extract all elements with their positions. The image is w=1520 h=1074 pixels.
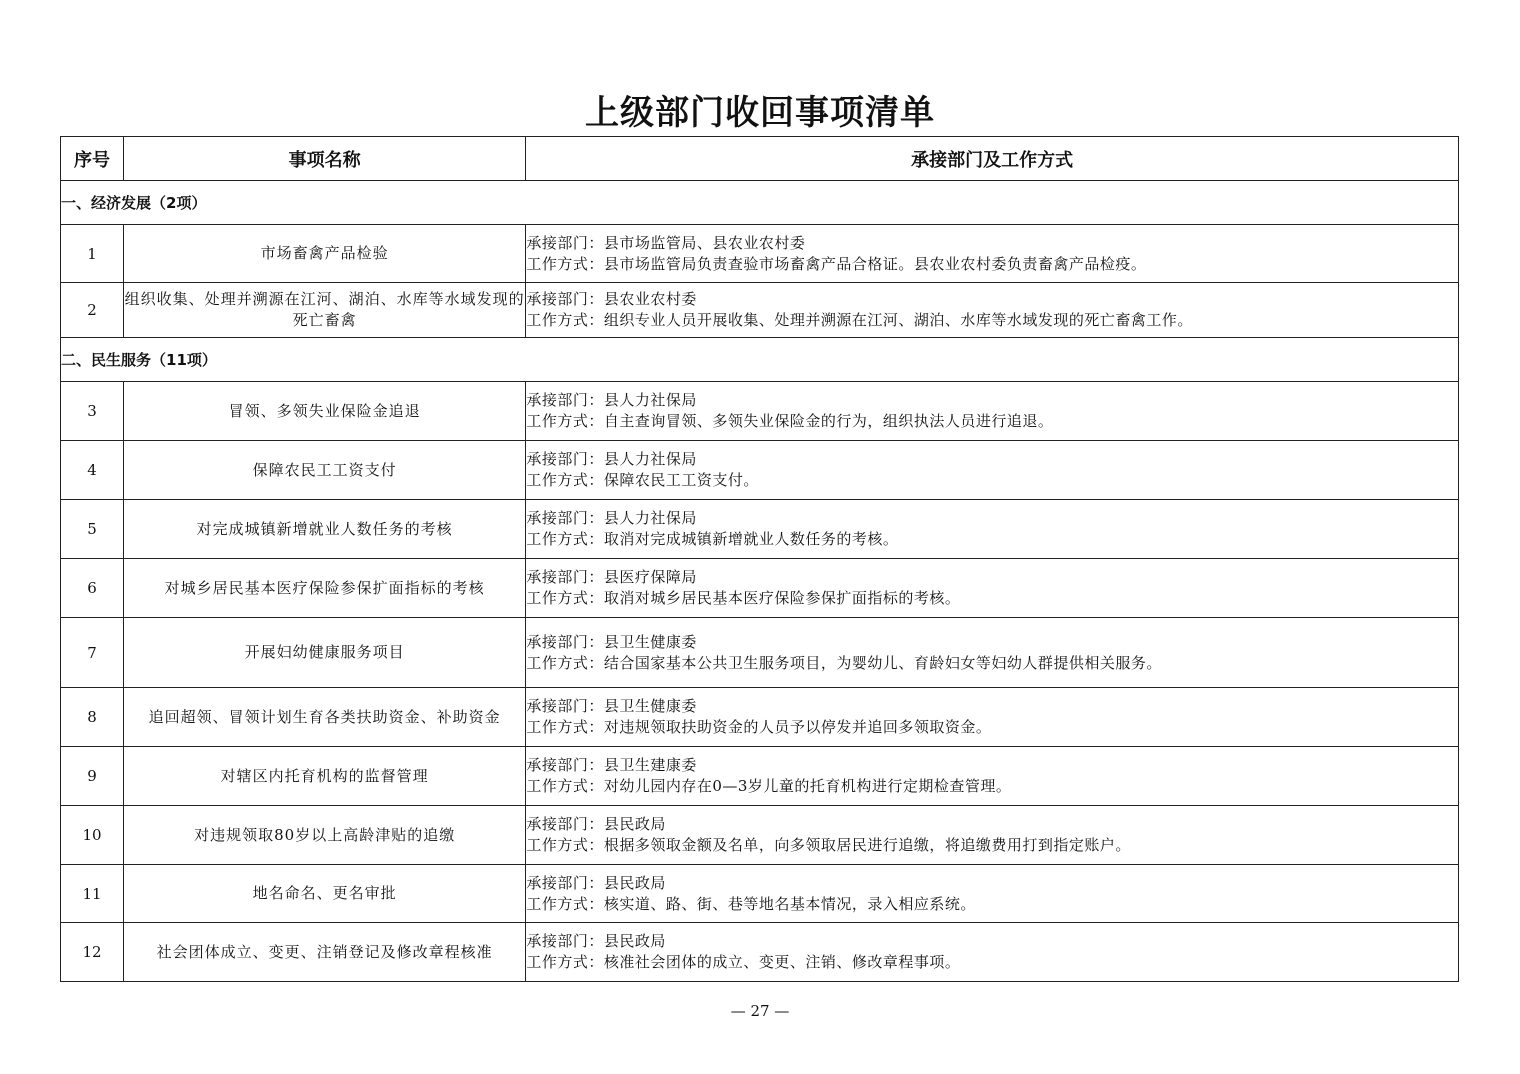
row-no: 3 bbox=[61, 382, 124, 441]
row-no: 7 bbox=[61, 618, 124, 688]
row-dept: 承接部门：县民政局 bbox=[526, 873, 666, 892]
row-no: 4 bbox=[61, 441, 124, 500]
row-dept-cell bbox=[526, 618, 1459, 688]
table-row bbox=[61, 500, 1459, 559]
section-row bbox=[61, 338, 1459, 382]
items-table bbox=[60, 136, 1459, 982]
row-name: 对城乡居民基本医疗保险参保扩面指标的考核 bbox=[124, 559, 526, 618]
table-header-row bbox=[61, 137, 1459, 181]
row-dept-cell bbox=[526, 923, 1459, 982]
table-row bbox=[61, 923, 1459, 982]
row-name: 保障农民工工资支付 bbox=[124, 441, 526, 500]
row-name: 冒领、多领失业保险金追退 bbox=[124, 382, 526, 441]
row-dept-cell bbox=[526, 865, 1459, 923]
table-row bbox=[61, 283, 1459, 338]
row-method: 工作方式：保障农民工工资支付。 bbox=[526, 471, 759, 489]
row-no: 11 bbox=[61, 865, 124, 923]
section-row bbox=[61, 181, 1459, 225]
row-no: 12 bbox=[61, 923, 124, 982]
row-dept-cell bbox=[526, 806, 1459, 865]
table-row bbox=[61, 865, 1459, 923]
row-dept-cell bbox=[526, 559, 1459, 618]
row-dept: 承接部门：县人力社保局 bbox=[526, 509, 697, 527]
header-name: 事项名称 bbox=[124, 137, 526, 181]
section-label: 一、经济发展（2项） bbox=[61, 181, 1459, 225]
row-dept: 承接部门：县卫生健康委 bbox=[526, 632, 697, 651]
row-no: 2 bbox=[61, 283, 124, 338]
row-dept: 承接部门：县卫生建康委 bbox=[526, 756, 697, 774]
row-dept-cell bbox=[526, 441, 1459, 500]
row-no: 8 bbox=[61, 688, 124, 747]
table-row bbox=[61, 382, 1459, 441]
table-row bbox=[61, 747, 1459, 806]
row-dept: 承接部门：县人力社保局 bbox=[526, 450, 697, 468]
row-method: 工作方式：核实道、路、街、巷等地名基本情况，录入相应系统。 bbox=[526, 894, 976, 913]
row-name: 地名命名、更名审批 bbox=[124, 865, 526, 923]
row-no: 10 bbox=[61, 806, 124, 865]
table-row bbox=[61, 618, 1459, 688]
row-no: 9 bbox=[61, 747, 124, 806]
section-label: 二、民生服务（11项） bbox=[61, 338, 1459, 382]
row-dept-cell bbox=[526, 225, 1459, 283]
row-dept: 承接部门：县医疗保障局 bbox=[526, 568, 697, 586]
row-dept-cell bbox=[526, 747, 1459, 806]
row-method: 工作方式：组织专业人员开展收集、处理并溯源在江河、湖泊、水库等水域发现的死亡畜禽工作。 bbox=[526, 311, 1193, 329]
row-dept: 承接部门：县人力社保局 bbox=[526, 391, 697, 409]
table-row bbox=[61, 688, 1459, 747]
row-dept-cell bbox=[526, 500, 1459, 559]
row-dept: 承接部门：县卫生健康委 bbox=[526, 697, 697, 715]
row-dept: 承接部门：县民政局 bbox=[526, 815, 666, 833]
header-dept: 承接部门及工作方式 bbox=[526, 137, 1459, 181]
row-dept: 承接部门：县农业农村委 bbox=[526, 290, 697, 308]
row-method: 工作方式：核准社会团体的成立、变更、注销、修改章程事项。 bbox=[526, 953, 961, 971]
row-method: 工作方式：取消对城乡居民基本医疗保险参保扩面指标的考核。 bbox=[526, 589, 961, 607]
row-name: 组织收集、处理并溯源在江河、湖泊、水库等水域发现的死亡畜禽 bbox=[124, 283, 526, 338]
row-no: 5 bbox=[61, 500, 124, 559]
row-method: 工作方式：取消对完成城镇新增就业人数任务的考核。 bbox=[526, 530, 899, 548]
row-no: 1 bbox=[61, 225, 124, 283]
row-method: 工作方式：根据多领取金额及名单，向多领取居民进行追缴，将追缴费用打到指定账户。 bbox=[526, 836, 1131, 854]
header-no: 序号 bbox=[61, 137, 124, 181]
row-name: 对完成城镇新增就业人数任务的考核 bbox=[124, 500, 526, 559]
row-name: 对辖区内托育机构的监督管理 bbox=[124, 747, 526, 806]
row-method: 工作方式：对幼儿园内存在0—3岁儿童的托育机构进行定期检查管理。 bbox=[526, 777, 1012, 795]
row-method: 工作方式：县市场监管局负责查验市场畜禽产品合格证。县农业农村委负责畜禽产品检疫。 bbox=[526, 254, 1147, 273]
row-name: 社会团体成立、变更、注销登记及修改章程核准 bbox=[124, 923, 526, 982]
row-dept: 承接部门：县市场监管局、县农业农村委 bbox=[526, 233, 806, 252]
page-title: 上级部门收回事项清单 bbox=[585, 93, 935, 133]
page-number: — 27 — bbox=[730, 1002, 790, 1020]
table-row bbox=[61, 559, 1459, 618]
table-row bbox=[61, 441, 1459, 500]
row-name: 对违规领取80岁以上高龄津贴的追缴 bbox=[124, 806, 526, 865]
row-dept-cell bbox=[526, 688, 1459, 747]
row-name: 追回超领、冒领计划生育各类扶助资金、补助资金 bbox=[124, 688, 526, 747]
row-method: 工作方式：结合国家基本公共卫生服务项目，为婴幼儿、育龄妇女等妇幼人群提供相关服务。 bbox=[526, 653, 1162, 672]
table-row bbox=[61, 806, 1459, 865]
row-dept-cell bbox=[526, 283, 1459, 338]
row-method: 工作方式：自主查询冒领、多领失业保险金的行为，组织执法人员进行追退。 bbox=[526, 412, 1054, 430]
row-dept-cell bbox=[526, 382, 1459, 441]
row-name: 开展妇幼健康服务项目 bbox=[124, 618, 526, 688]
row-no: 6 bbox=[61, 559, 124, 618]
row-name: 市场畜禽产品检验 bbox=[124, 225, 526, 283]
row-method: 工作方式：对违规领取扶助资金的人员予以停发并追回多领取资金。 bbox=[526, 718, 992, 736]
row-dept: 承接部门：县民政局 bbox=[526, 932, 666, 950]
table-row bbox=[61, 225, 1459, 283]
